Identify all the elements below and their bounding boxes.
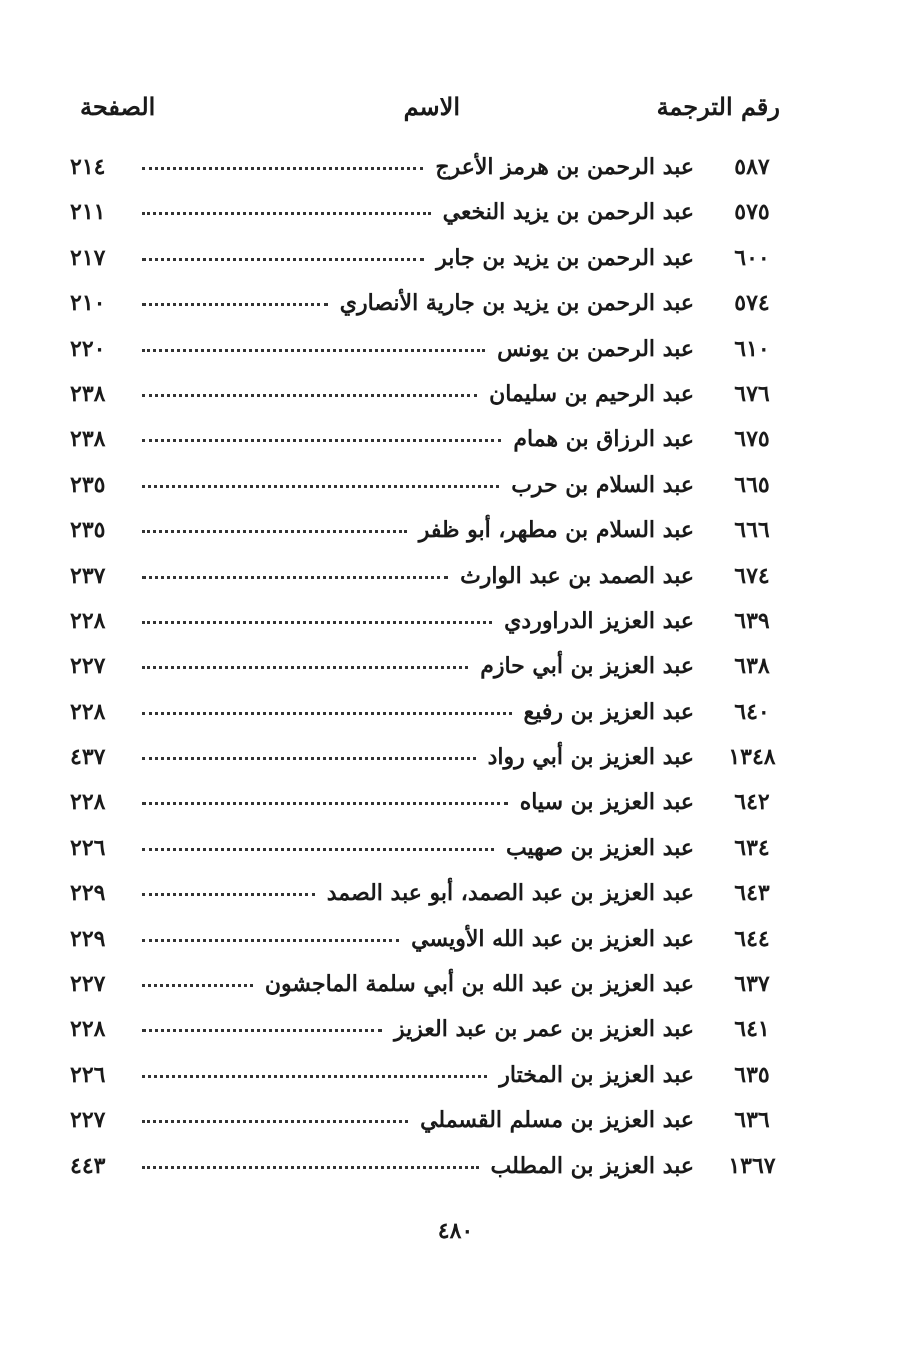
entry-name: عبد الرحمن بن يزيد بن جارية الأنصاري — [339, 290, 694, 317]
index-entry — [70, 557, 782, 602]
entry-page: ٢٢٩ — [70, 925, 106, 952]
entry-number: ٦٣٦ — [734, 1107, 770, 1134]
entry-page: ٢٢٠ — [70, 335, 106, 362]
index-entry — [70, 466, 782, 511]
entry-name: عبد السلام بن حرب — [511, 471, 694, 498]
index-entry — [70, 602, 782, 647]
index-entry — [70, 284, 782, 329]
entry-line — [70, 472, 694, 498]
entry-number: ٥٧٤ — [734, 290, 770, 317]
entry-page: ٢١٧ — [70, 244, 106, 271]
entry-number: ١٣٦٧ — [728, 1152, 776, 1179]
entry-number: ٥٧٥ — [734, 199, 770, 226]
index-entry — [70, 511, 782, 556]
dot-leader — [142, 1075, 487, 1078]
entry-name: عبد العزيز بن عبد الصمد، أبو عبد الصمد — [326, 880, 694, 907]
entry-number: ٦٣٧ — [734, 971, 770, 998]
entry-name: عبد العزيز بن مسلم القسملي — [420, 1107, 694, 1134]
entry-page: ٢٢٦ — [70, 834, 106, 861]
index-entry — [70, 375, 782, 420]
index-entries — [70, 148, 782, 1192]
entry-line — [70, 926, 694, 952]
index-entry — [70, 330, 782, 375]
entry-page: ٢٣٥ — [70, 471, 106, 498]
index-entry — [70, 148, 782, 193]
entry-number: ٦٧٤ — [734, 562, 770, 589]
header-name: الاسم — [403, 92, 460, 121]
entry-name: عبد العزيز بن المطلب — [490, 1152, 694, 1179]
entry-line — [70, 154, 694, 180]
index-entry — [70, 920, 782, 965]
entry-name: عبد الرزاق بن همام — [513, 426, 694, 453]
dot-leader — [142, 212, 431, 215]
entry-name: عبد الرحمن بن هرمز الأعرج — [435, 154, 694, 180]
index-entry — [70, 1147, 782, 1192]
dot-leader — [142, 258, 424, 261]
entry-line — [70, 336, 694, 362]
index-entry — [70, 1056, 782, 1101]
entry-name: عبد العزيز بن عمر بن عبد العزيز — [394, 1016, 694, 1043]
entry-line — [70, 517, 694, 543]
entry-page: ٢٢٨ — [70, 698, 106, 725]
dot-leader — [142, 984, 253, 987]
entry-page: ٢١٤ — [70, 154, 106, 180]
dot-leader — [142, 167, 423, 170]
entry-line — [70, 290, 694, 316]
index-entry — [70, 693, 782, 738]
entry-page: ٢٢٦ — [70, 1061, 106, 1088]
dot-leader — [142, 893, 315, 896]
entry-page: ٢٣٥ — [70, 517, 106, 544]
entry-line — [70, 608, 694, 634]
entry-page: ٢٢٧ — [70, 653, 106, 680]
dot-leader — [142, 712, 512, 715]
entry-line — [70, 880, 694, 906]
page-number: ٤٨٠ — [437, 1218, 474, 1244]
entry-number: ٦١٠ — [734, 335, 770, 362]
entry-name: عبد الرحمن بن يونس — [497, 335, 694, 362]
entry-page: ٢١٠ — [70, 290, 106, 317]
index-entry — [70, 1010, 782, 1055]
index-entry — [70, 239, 782, 284]
entry-name: عبد الرحمن بن يزيد النخعي — [442, 199, 694, 226]
entry-name: عبد العزيز بن عبد الله بن أبي سلمة الماجشون — [264, 971, 694, 998]
dot-leader — [142, 1166, 479, 1169]
entry-name: عبد الرحيم بن سليمان — [489, 380, 694, 407]
entry-number: ٦٣٩ — [734, 607, 770, 634]
index-entry — [70, 1101, 782, 1146]
entry-number: ٦٦٦ — [734, 517, 770, 544]
entry-name: عبد العزيز بن سياه — [519, 789, 694, 816]
entry-line — [70, 971, 694, 997]
entry-line — [70, 1062, 694, 1088]
header-page: الصفحة — [80, 92, 156, 121]
entry-line — [70, 653, 694, 679]
index-entry — [70, 420, 782, 465]
dot-leader — [142, 1029, 382, 1032]
entry-name: عبد السلام بن مطهر، أبو ظفر — [418, 517, 694, 544]
entry-number: ٦٤١ — [734, 1016, 770, 1043]
entry-name: عبد الرحمن بن يزيد بن جابر — [436, 244, 694, 271]
entry-name: عبد العزيز بن عبد الله الأويسي — [411, 925, 694, 952]
entry-line — [70, 789, 694, 815]
entry-name: عبد العزيز الدراوردي — [504, 607, 694, 634]
entry-number: ٦٤٠ — [734, 698, 770, 725]
entry-page: ٢٢٧ — [70, 971, 106, 998]
dot-leader — [142, 530, 407, 533]
dot-leader — [142, 1120, 408, 1123]
dot-leader — [142, 439, 501, 442]
dot-leader — [142, 485, 499, 488]
dot-leader — [142, 576, 448, 579]
entry-line — [70, 744, 694, 770]
index-entry — [70, 647, 782, 692]
entry-line — [70, 563, 694, 589]
entry-name: عبد العزيز بن أبي رواد — [487, 744, 694, 771]
dot-leader — [142, 939, 399, 942]
entry-number: ٦٧٥ — [734, 426, 770, 453]
entry-number: ١٣٤٨ — [728, 744, 776, 771]
index-entry — [70, 965, 782, 1010]
dot-leader — [142, 848, 494, 851]
dot-leader — [142, 349, 485, 352]
entry-number: ٦٣٨ — [734, 653, 770, 680]
entry-line — [70, 199, 694, 225]
entry-number: ٦٤٣ — [734, 880, 770, 907]
entry-line — [70, 426, 694, 452]
entry-page: ٢٢٨ — [70, 607, 106, 634]
entry-number: ٦٣٤ — [734, 834, 770, 861]
entry-page: ٢٣٧ — [70, 562, 106, 589]
entry-name: عبد العزيز بن أبي حازم — [480, 653, 694, 680]
index-entry — [70, 193, 782, 238]
entry-page: ٢٢٨ — [70, 1016, 106, 1043]
entry-line — [70, 245, 694, 271]
entry-name: عبد العزيز بن صهيب — [505, 834, 694, 861]
entry-page: ٢٢٧ — [70, 1107, 106, 1134]
entry-page: ٢٢٨ — [70, 789, 106, 816]
entry-line — [70, 1107, 694, 1133]
entry-number: ٥٨٧ — [734, 154, 770, 180]
column-headers — [70, 92, 780, 132]
entry-page: ٢٣٨ — [70, 426, 106, 453]
dot-leader — [142, 621, 492, 624]
entry-name: عبد الصمد بن عبد الوارث — [460, 562, 694, 589]
entry-number: ٦٦٥ — [734, 471, 770, 498]
entry-line — [70, 381, 694, 407]
entry-line — [70, 699, 694, 725]
entry-number: ٦٤٢ — [734, 789, 770, 816]
entry-page: ٢١١ — [70, 199, 106, 226]
dot-leader — [142, 394, 477, 397]
header-entry-number: رقم الترجمة — [656, 92, 780, 121]
entry-line — [70, 1016, 694, 1042]
dot-leader — [142, 802, 508, 805]
entry-page: ٤٣٧ — [70, 744, 106, 771]
entry-page: ٢٢٩ — [70, 880, 106, 907]
index-entry — [70, 738, 782, 783]
entry-name: عبد العزيز بن المختار — [499, 1061, 694, 1088]
entry-number: ٦٧٦ — [734, 380, 770, 407]
index-entry — [70, 783, 782, 828]
entry-name: عبد العزيز بن رفيع — [523, 698, 694, 725]
entry-line — [70, 1153, 694, 1179]
index-entry — [70, 874, 782, 919]
dot-leader — [142, 757, 476, 760]
entry-number: ٦٤٤ — [734, 925, 770, 952]
entry-page: ٢٣٨ — [70, 380, 106, 407]
entry-line — [70, 835, 694, 861]
dot-leader — [142, 666, 468, 669]
index-entry — [70, 829, 782, 874]
entry-page: ٤٤٣ — [70, 1152, 106, 1179]
entry-number: ٦٣٥ — [734, 1061, 770, 1088]
entry-number: ٦٠٠ — [734, 244, 770, 271]
dot-leader — [142, 303, 328, 306]
